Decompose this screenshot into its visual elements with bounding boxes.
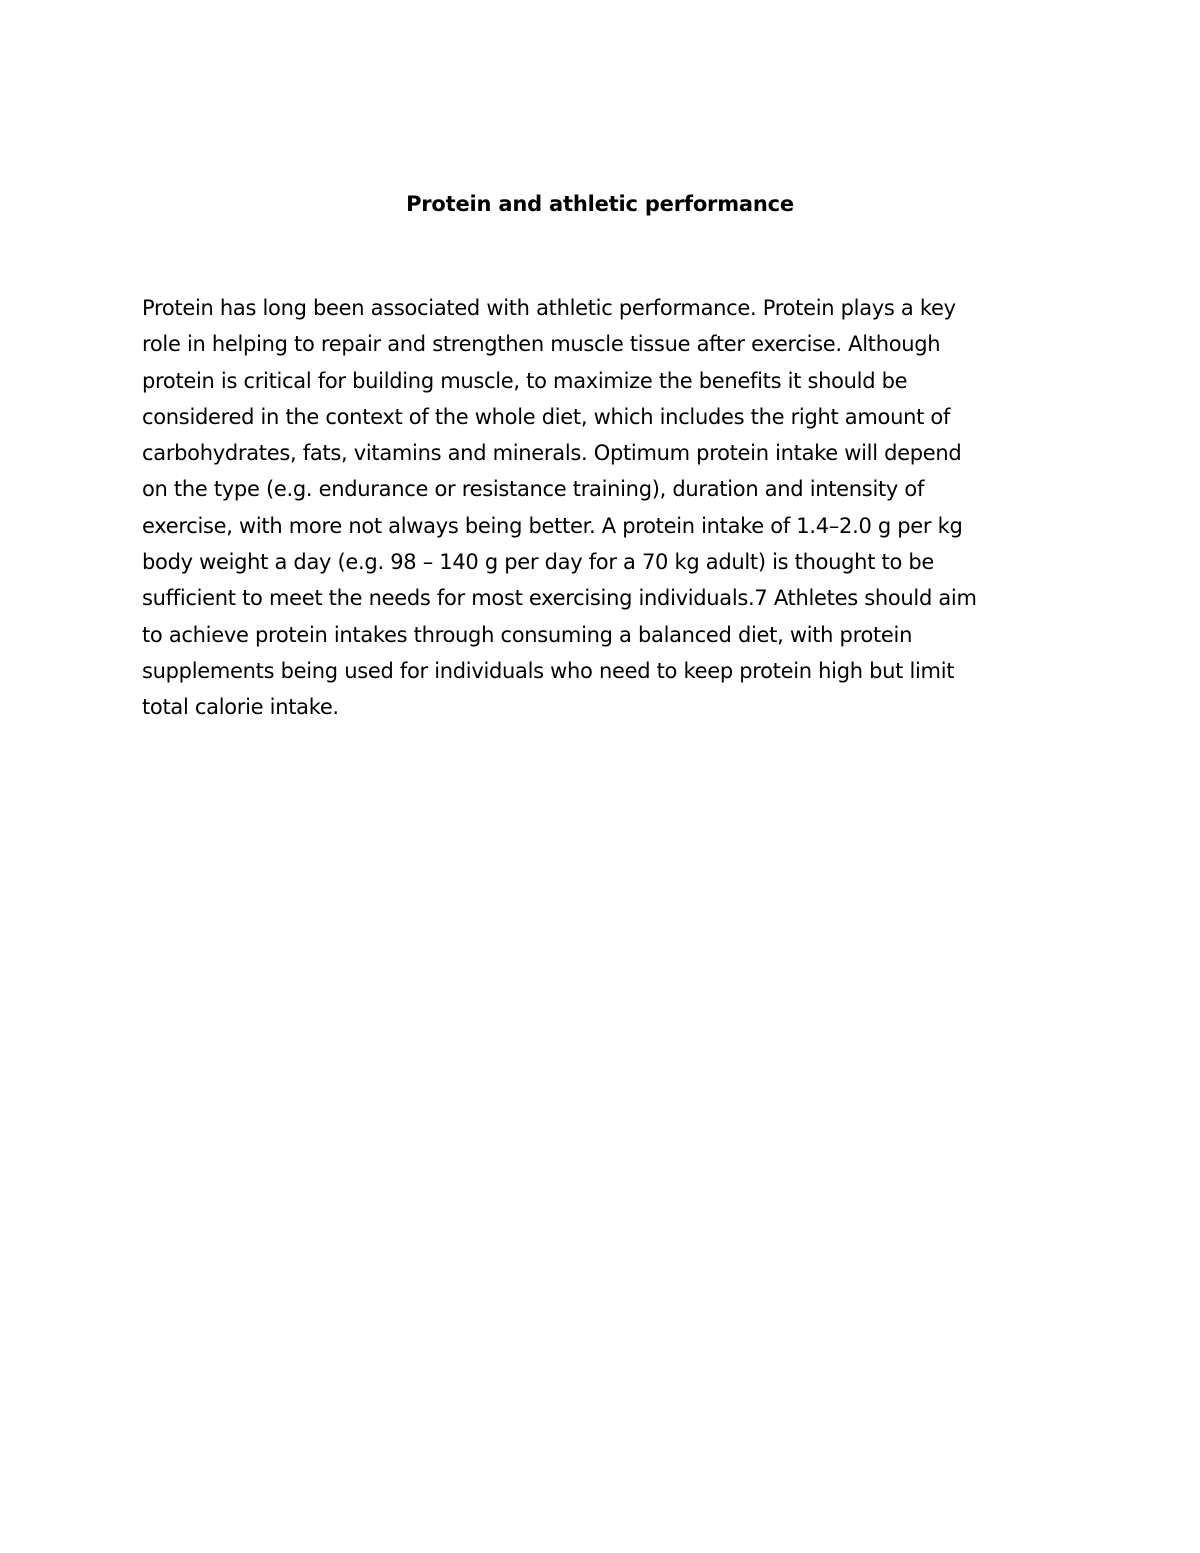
document-title: Protein and athletic performance xyxy=(406,192,794,216)
body-line: supplements being used for individuals who need to keep protein high but limit xyxy=(142,658,955,683)
body-line: role in helping to repair and strengthen muscle tissue after exercise. Although xyxy=(142,332,941,357)
body-line: Protein has long been associated with athletic performance. Protein plays a key xyxy=(142,296,956,320)
body-paragraph xyxy=(142,290,1062,726)
body-line: body weight a day (e.g. 98 – 140 g per day for a 70 kg adult) is thought to be xyxy=(142,550,935,575)
body-line: considered in the context of the whole diet, which includes the right amount of xyxy=(142,404,951,429)
body-line: carbohydrates, fats, vitamins and minerals. Optimum protein intake will depend xyxy=(142,441,962,466)
body-line: sufficient to meet the needs for most exercising individuals.7 Athletes should aim xyxy=(142,586,977,611)
body-line: protein is critical for building muscle, to maximize the benefits it should be xyxy=(142,368,908,393)
body-line: to achieve protein intakes through consuming a balanced diet, with protein xyxy=(142,622,913,647)
body-line: exercise, with more not always being better. A protein intake of 1.4–2.0 g per kg xyxy=(142,513,963,538)
body-line: on the type (e.g. endurance or resistance training), duration and intensity of xyxy=(142,477,925,502)
body-line: total calorie intake. xyxy=(142,695,339,720)
